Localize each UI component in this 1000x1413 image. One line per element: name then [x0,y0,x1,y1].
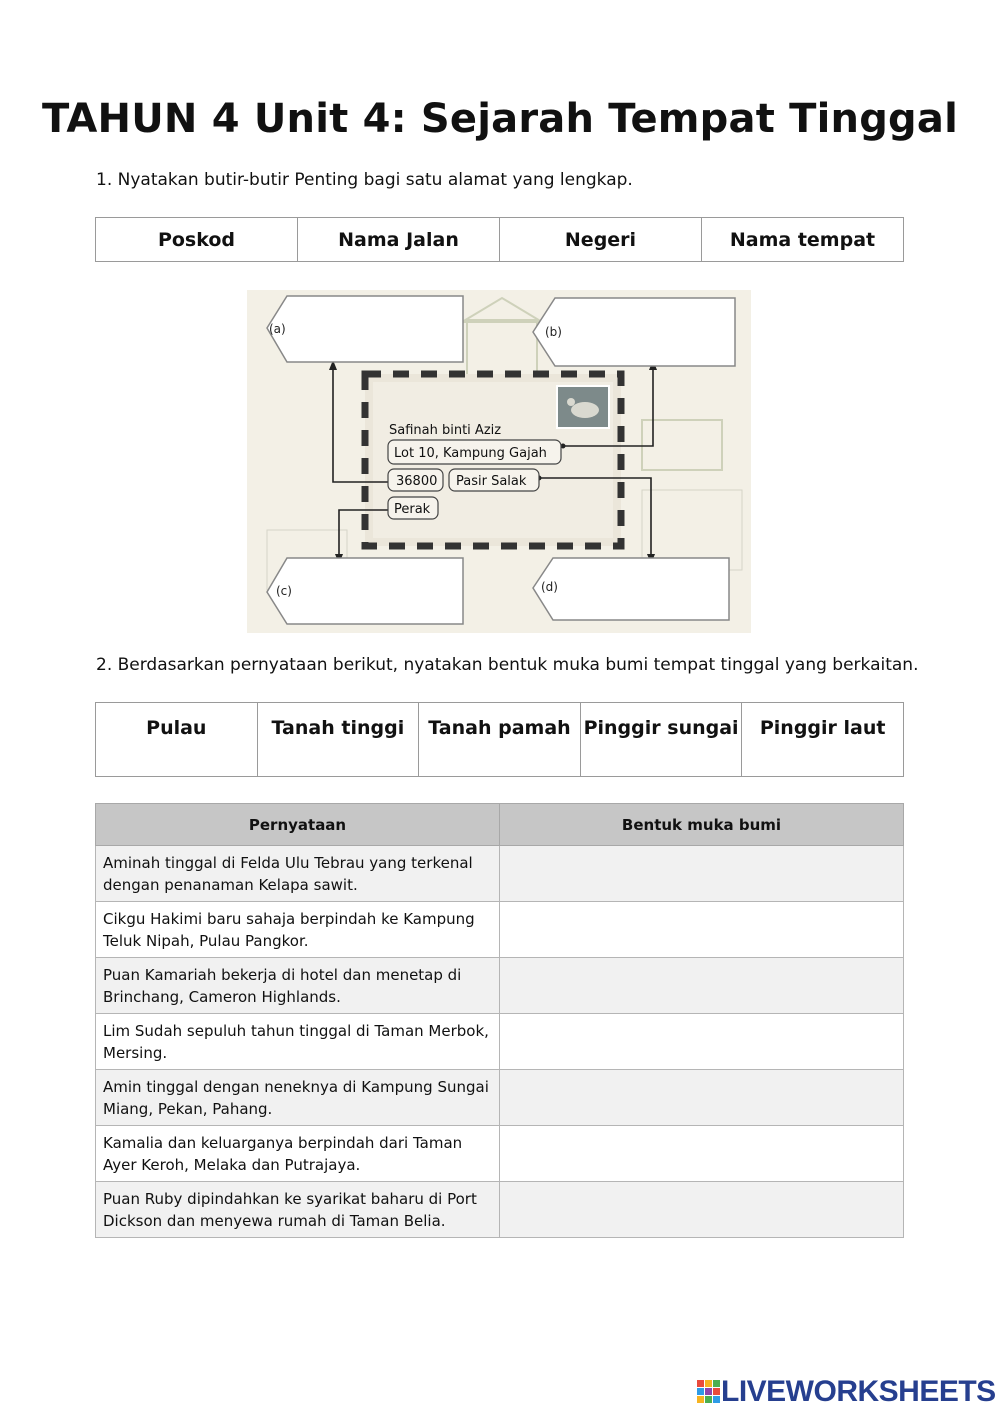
question-1: 1. Nyatakan butir-butir Penting bagi satu alamat yang lengkap. [96,170,633,190]
table-row [96,1014,904,1070]
statement-cell: Puan Kamariah bekerja di hotel dan menetap di Brinchang, Cameron Highlands. [96,958,500,1014]
addressee-name: Safinah binti Aziz [389,423,502,438]
word-bank-2-item[interactable]: Pulau [96,703,258,776]
statement-table [95,803,904,1238]
brand-footer [697,1375,996,1409]
answer-cell[interactable] [500,902,904,958]
statement-cell: Lim Sudah sepuluh tahun tinggal di Taman Merbok, Mersing. [96,1014,500,1070]
street-text: Lot 10, Kampung Gajah [394,446,547,461]
answer-cell[interactable] [500,1126,904,1182]
label-a: (a) [269,322,286,336]
answer-cell[interactable] [500,846,904,902]
table-row [96,1070,904,1126]
word-bank-2-item[interactable]: Tanah pamah [419,703,581,776]
word-bank-2-item[interactable]: Pinggir laut [759,717,886,739]
answer-box-d[interactable] [533,558,729,620]
page-title: TAHUN 4 Unit 4: Sejarah Tempat Tinggal [42,96,958,142]
state-text: Perak [394,502,431,517]
question-2: 2. Berdasarkan pernyataan berikut, nyatakan bentuk muka bumi tempat tinggal yang berkaitan. [96,655,919,675]
brand-text: LIVEWORKSHEETS [721,1375,996,1408]
word-bank-2-item[interactable]: Pinggir sungai [581,703,743,776]
statement-cell: Cikgu Hakimi baru sahaja berpindah ke Kampung Teluk Nipah, Pulau Pangkor. [96,902,500,958]
stamp-image [557,386,609,428]
word-bank-1-item[interactable]: Poskod [96,218,298,261]
table-row [96,1182,904,1238]
table-row [96,958,904,1014]
label-c: (c) [276,584,292,598]
answer-cell[interactable] [500,958,904,1014]
header-landform: Bentuk muka bumi [500,804,904,846]
town-text: Pasir Salak [456,474,527,489]
label-b: (b) [545,325,562,339]
table-row [96,902,904,958]
statement-cell: Amin tinggal dengan neneknya di Kampung Sungai Miang, Pekan, Pahang. [96,1070,500,1126]
statement-cell: Aminah tinggal di Felda Ulu Tebrau yang terkenal dengan penanaman Kelapa sawit. [96,846,500,902]
word-bank-1-item[interactable]: Nama tempat [729,229,876,251]
word-bank-1-item[interactable]: Nama Jalan [298,218,500,261]
statement-cell: Puan Ruby dipindahkan ke syarikat baharu di Port Dickson dan menyewa rumah di Taman Belia. [96,1182,500,1238]
envelope-address-figure [247,290,751,633]
postcode-text: 36800 [396,474,438,489]
answer-cell[interactable] [500,1182,904,1238]
word-bank-2-item[interactable]: Tanah tinggi [258,703,420,776]
answer-cell[interactable] [500,1070,904,1126]
table-row [96,846,904,902]
header-statement: Pernyataan [96,804,500,846]
answer-box-b[interactable] [533,298,735,366]
word-bank-1-item[interactable]: Negeri [500,218,702,261]
answer-cell[interactable] [500,1014,904,1070]
answer-box-c[interactable] [267,558,463,624]
statement-cell: Kamalia dan keluarganya berpindah dari Taman Ayer Keroh, Melaka dan Putrajaya. [96,1126,500,1182]
liveworksheets-logo-icon [697,1380,721,1404]
label-d: (d) [541,580,558,594]
word-bank-1 [95,217,904,262]
word-bank-2 [95,702,904,777]
answer-box-a[interactable] [267,296,463,362]
table-row [96,1126,904,1182]
